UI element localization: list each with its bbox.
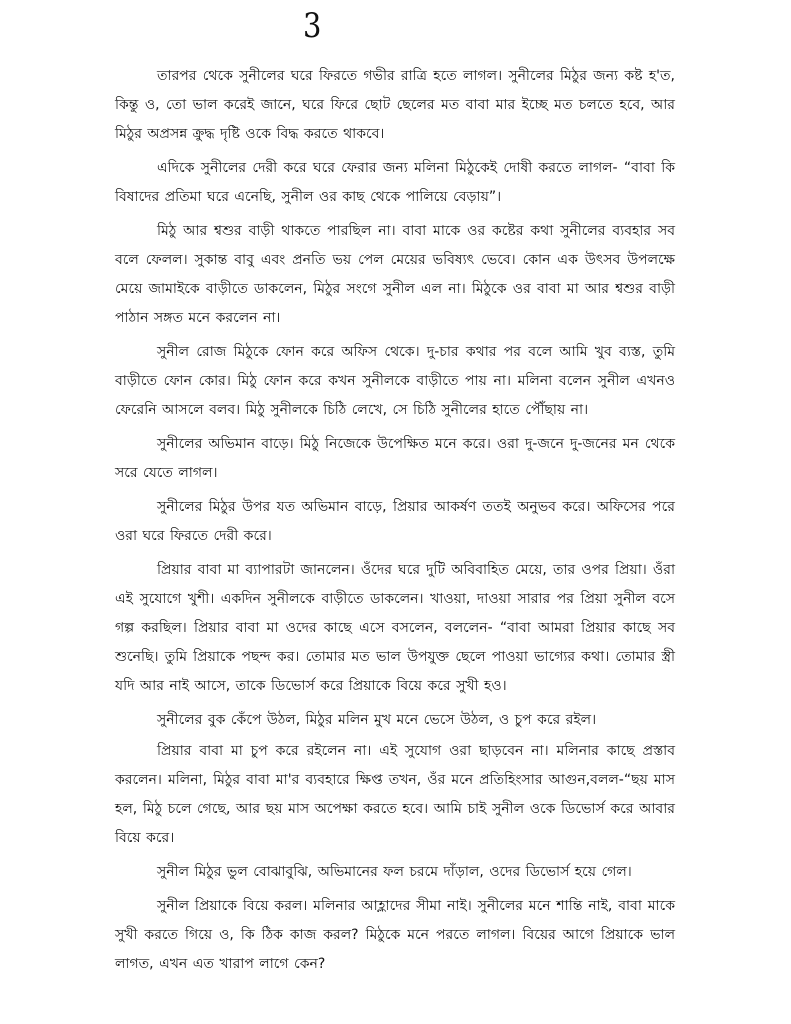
paragraph-2: এদিকে সুনীলের দেরী করে ঘরে ফেরার জন্য মলিনা মিঠুকেই দোষী করতে লাগল- “বাবা কি বিষাদের প্রতিমা ঘরে এনেছি, সুনীল ওর কাছ থেকে পালিয়ে বেড়ায়”। [115, 160, 675, 205]
paragraph-3: মিঠু আর শ্বশুর বাড়ী থাকতে পারছিল না। বাবা মাকে ওর কষ্টের কথা সুনীলের ব্যবহার সব বলে ফেলল। সুকান্ত বাবু এবং প্রনতি ভয় পেল মেয়ের ভবিষ্যৎ ভেবে। কোন এক উৎসব উপলক্ষে মেয়ে জামাইকে বাড়ীতে ডাকলেন, মিঠুর সংগে সুনীল এল না। মিঠুকে ওর বাবা মা আর শ্বশুর বাড়ী পাঠান সঙ্গত মনে করলেন না। [115, 223, 675, 326]
paragraph-10: সুনীল মিঠুর ভুল বোঝাবুঝি, অভিমানের ফল চরমে দাঁড়াল, ওদের ডিভোর্স হয়ে গেল। [157, 864, 632, 880]
page-number: 3 [303, 6, 323, 46]
paragraph-1: তারপর থেকে সুনীলের ঘরে ফিরতে গভীর রাত্রি হতে লাগল। সুনীলের মিঠুর জন্য কষ্ট হ'ত, কিন্তু ও, তো ভাল করেই জানে, ঘরে ফিরে ছোট ছেলের মত বাবা মার ইচ্ছে মত চলতে হবে, আর মিঠুর অপ্রসন্ন ক্রুদ্ধ দৃষ্টি ওকে বিদ্ধ করতে থাকবে। [115, 68, 675, 142]
paragraph-5: সুনীলের অভিমান বাড়ে। মিঠু নিজেকে উপেক্ষিত মনে করে। ওরা দু-জনে দু-জনের মন থেকে সরে যেতে লাগল। [115, 436, 675, 481]
paragraph-9: প্রিয়ার বাবা মা চুপ করে রইলেন না। এই সুযোগ ওরা ছাড়বেন না। মলিনার কাছে প্রস্তাব করলেন। মলিনা, মিঠুর বাবা মা'র ব্যবহারে ক্ষিপ্ত তখন, ওঁর মনে প্রতিহিংসার আগুন,বলল-“ছয় মাস হল, মিঠু চলে গেছে, আর ছয় মাস অপেক্ষা করতে হবে। আমি চাই সুনীল ওকে ডিভোর্স করে আবার বিয়ে করে। [115, 743, 675, 846]
paragraph-8: সুনীলের বুক কেঁপে উঠল, মিঠুর মলিন মুখ মনে ভেসে উঠল, ও চুপ করে রইল। [157, 712, 597, 728]
paragraph-4: সুনীল রোজ মিঠুকে ফোন করে অফিস থেকে। দু-চার কথার পর বলে আমি খুব ব্যস্ত, তুমি বাড়ীতে ফোন কোর। মিঠু ফোন করে কখন সুনীলকে বাড়ীতে পায় না। মলিনা বলেন সুনীল এখনও ফেরেনি আসলে বলব। মিঠু সুনীলকে চিঠি লেখে, সে চিঠি সুনীলের হাতে পৌঁছায় না। [115, 344, 675, 418]
paragraph-11: সুনীল প্রিয়াকে বিয়ে করল। মলিনার আহ্লাদের সীমা নাই। সুনীলের মনে শান্তি নাই, বাবা মাকে সুখী করতে গিয়ে ও, কি ঠিক কাজ করল? মিঠুকে মনে পরতে লাগল। বিয়ের আগে প্রিয়াকে ভাল লাগত, এখন এত খারাপ লাগে কেন? [115, 898, 675, 972]
paragraph-7: প্রিয়ার বাবা মা ব্যাপারটা জানলেন। ওঁদের ঘরে দুটি অবিবাহিত মেয়ে, তার ওপর প্রিয়া। ওঁরা এই সুযোগে খুশী। একদিন সুনীলকে বাড়ীতে ডাকলেন। খাওয়া, দাওয়া সারার পর প্রিয়া সুনীল বসে গল্প করছিল। প্রিয়ার বাবা মা ওদের কাছে এসে বসলেন, বললেন- “বাবা আমরা প্রিয়ার কাছে সব শুনেছি। তুমি প্রিয়াকে পছন্দ কর। তোমার মত ভাল উপযুক্ত ছেলে পাওয়া ভাগ্যের কথা। তোমার স্ত্রী যদি আর নাই আসে, তাকে ডিভোর্স করে প্রিয়াকে বিয়ে করে সুখী হও। [115, 562, 675, 694]
paragraph-6: সুনীলের মিঠুর উপর যত অভিমান বাড়ে, প্রিয়ার আকর্ষণ ততই অনুভব করে। অফিসের পরে ওরা ঘরে ফিরতে দেরী করে। [115, 499, 675, 544]
body-text [115, 62, 675, 984]
